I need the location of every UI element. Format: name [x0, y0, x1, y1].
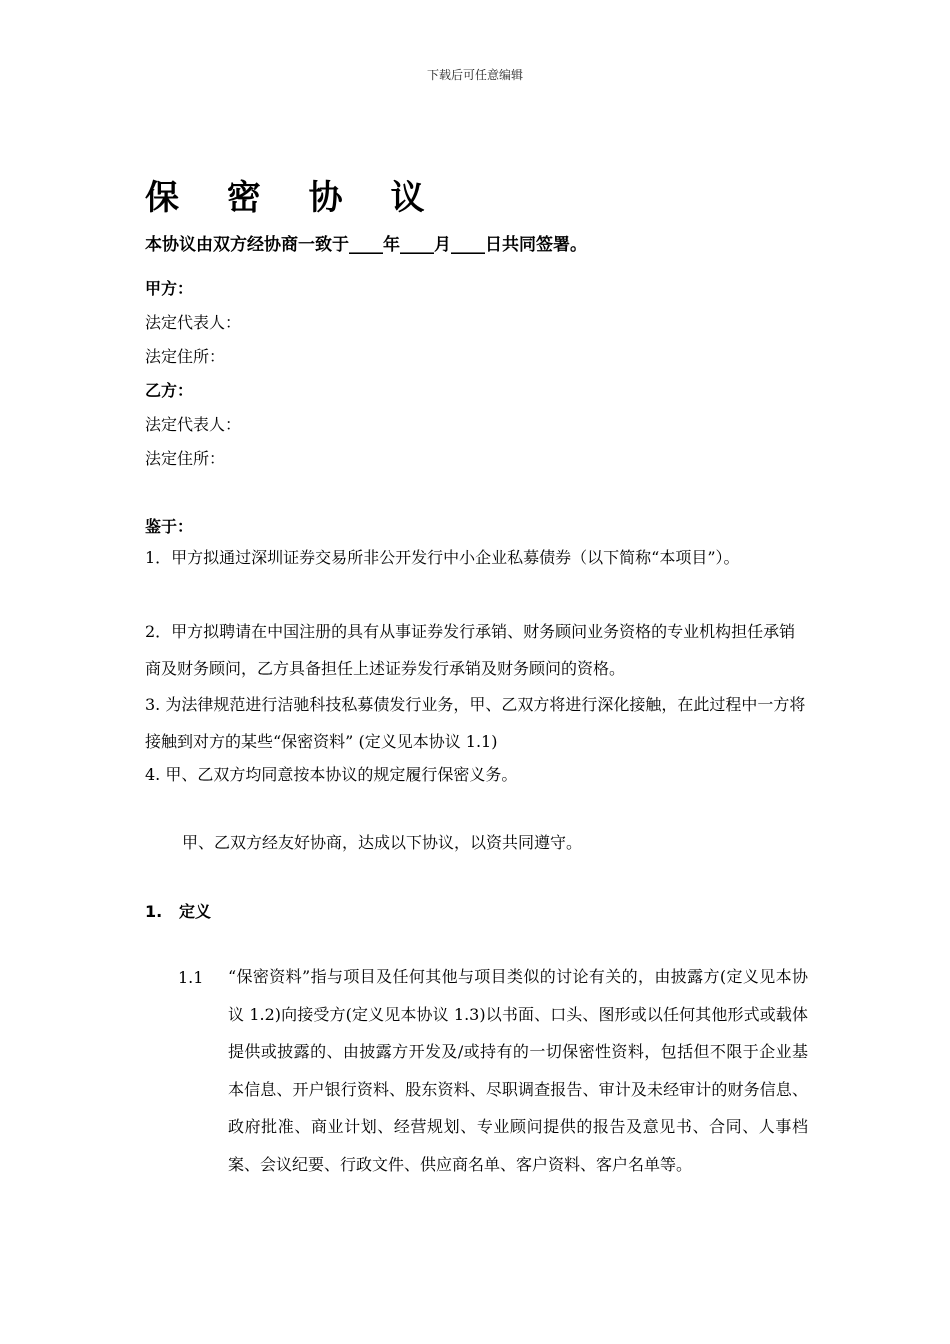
party-a-representative: 法定代表人：	[145, 313, 242, 332]
section-1-title: 定义	[179, 902, 212, 921]
clause-1-1-number: 1.1	[178, 968, 204, 987]
intro-statement: 本协议由双方经协商一致于____年____月____日共同签署。	[145, 235, 587, 255]
party-a-address: 法定住所：	[145, 347, 226, 366]
section-1-number: 1.	[145, 902, 163, 921]
party-a-label: 甲方：	[145, 279, 194, 298]
whereas-item-3: 3. 为法律规范进行洁驰科技私募债发行业务，甲、乙双方将进行深化接触，在此过程中一方将接触到对方的某些“保密资料” (定义见本协议 1.1)	[145, 695, 806, 751]
party-b-representative: 法定代表人：	[145, 415, 242, 434]
whereas-item-1: 1．甲方拟通过深圳证券交易所非公开发行中小企业私募债券（以下简称“本项目”）。	[145, 548, 740, 567]
header-note: 下载后可任意编辑	[426, 68, 523, 82]
whereas-item-4: 4. 甲、乙双方均同意按本协议的规定履行保密义务。	[145, 765, 518, 784]
party-b-label: 乙方：	[145, 381, 194, 400]
section-1-heading	[145, 899, 211, 922]
agreement-statement: 甲、乙双方经友好协商，达成以下协议，以资共同遵守。	[182, 833, 583, 852]
party-b-address: 法定住所：	[145, 449, 226, 468]
whereas-item-2: 2．甲方拟聘请在中国注册的具有从事证券发行承销、财务顾问业务资格的专业机构担任承销商及财务顾问，乙方具备担任上述证券发行承销及财务顾问的资格。	[145, 622, 796, 678]
whereas-label: 鉴于：	[145, 517, 194, 536]
clause-1-1-text: “保密资料”指与项目及任何其他与项目类似的讨论有关的，由披露方(定义见本协议 1.2)向接受方(定义见本协议 1.3)以书面、口头、图形或以任何其他形式或载体提供或披露的、由披露方开发及/或持有的一切保密性资料，包括但不限于企业基本信息、开户银行资料、股东资料、尽职调查报告、审计及未经审计的财务信息、政府批准、商业计划、经营规划、专业顾问提供的报告及意见书、合同、人事档案、会议纪要、行政文件、供应商名单、客户资料、客户名单等。	[228, 967, 808, 1174]
document-title: 保 密 协 议	[145, 178, 443, 218]
